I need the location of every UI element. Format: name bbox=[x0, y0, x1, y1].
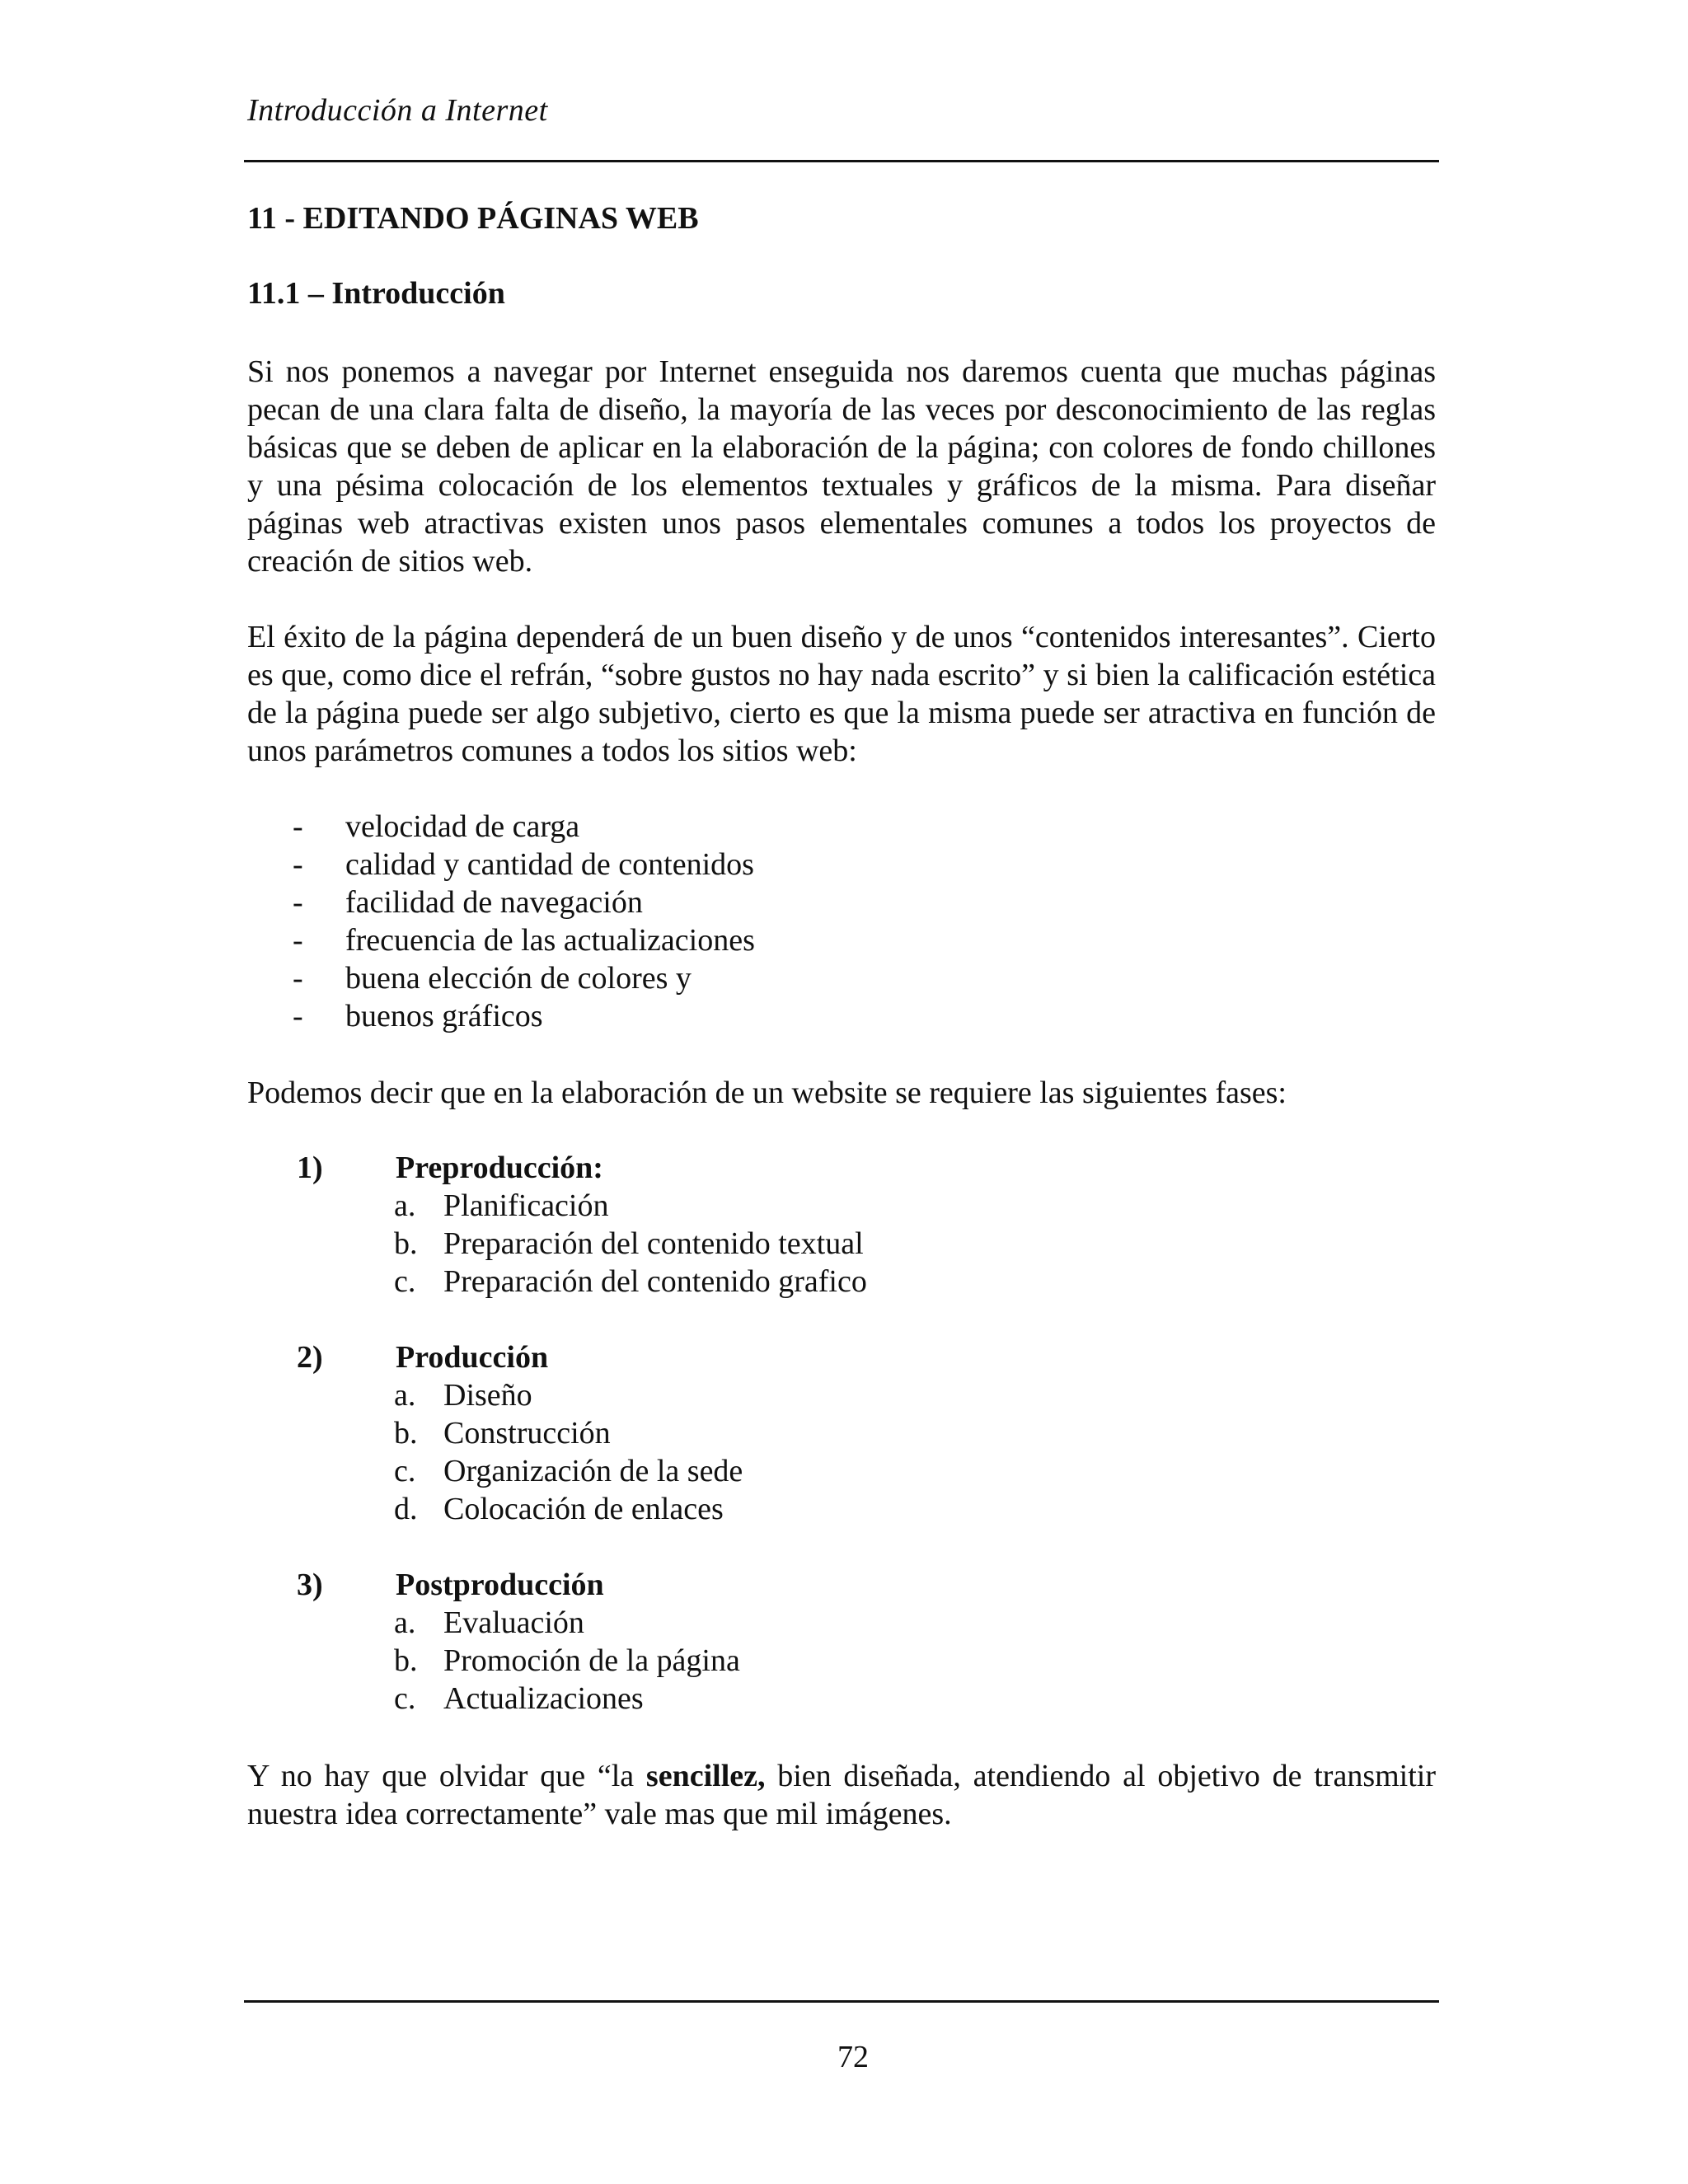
list-item bbox=[394, 1490, 743, 1528]
page-number: 72 bbox=[837, 2040, 869, 2074]
paragraph-conclusion bbox=[247, 1757, 1436, 1833]
step-letter: a. bbox=[394, 1378, 416, 1413]
paragraph-phases-intro: Podemos decir que en la elaboración de un website se requiere las siguientes fases: bbox=[247, 1076, 1287, 1110]
list-item bbox=[394, 1225, 867, 1263]
emphasis-simplicity: sencillez, bbox=[645, 1759, 766, 1793]
step-text: Preparación del contenido grafico bbox=[443, 1264, 867, 1299]
phase-steps bbox=[394, 1604, 740, 1718]
list-item bbox=[394, 1263, 867, 1301]
list-item bbox=[394, 1452, 743, 1490]
step-letter: c. bbox=[394, 1454, 416, 1488]
list-item bbox=[394, 1604, 740, 1642]
section-title: 11.1 – Introducción bbox=[247, 276, 505, 311]
dash-marker: - bbox=[293, 847, 303, 882]
list-item-text: frecuencia de las actualizaciones bbox=[345, 923, 755, 958]
list-item-text: facilidad de navegación bbox=[345, 885, 643, 920]
paragraph-success: El éxito de la página dependerá de un buen diseño y de unos “contenidos interesantes”. Cierto es que, como dice el refrán, “sobre gustos no hay nada escrito” y si bien la calificación estética de la página puede ser algo subjetivo, cierto es que la misma puede ser atractiva en función de unos parámetros comunes a todos los sitios web: bbox=[247, 620, 1436, 768]
step-text: Preparación del contenido textual bbox=[443, 1226, 864, 1261]
footer-rule bbox=[244, 2000, 1439, 2003]
phase-name: Producción bbox=[396, 1340, 549, 1375]
dash-marker: - bbox=[293, 809, 303, 844]
step-text: Colocación de enlaces bbox=[443, 1492, 724, 1526]
conclusion-text-start: Y no hay que olvidar que “la bbox=[247, 1759, 646, 1793]
step-letter: b. bbox=[394, 1643, 418, 1678]
dash-marker: - bbox=[293, 923, 303, 958]
step-letter: b. bbox=[394, 1226, 418, 1261]
step-text: Evaluación bbox=[443, 1605, 584, 1640]
list-item bbox=[293, 997, 755, 1035]
phase-number: 3) bbox=[297, 1568, 323, 1602]
list-item bbox=[394, 1414, 743, 1452]
list-item bbox=[293, 883, 755, 921]
paragraph-intro: Si nos ponemos a navegar por Internet enseguida nos daremos cuenta que muchas páginas pecan de una clara falta de diseño, la mayoría de las veces por desconocimiento de las reglas básicas que se deben de aplicar en la elaboración de la página; con colores de fondo chillones y una pésima colocación de los elementos textuales y gráficos de la misma. Para diseñar páginas web atractivas existen unos pasos elementales comunes a todos los proyectos de creación de sitios web. bbox=[247, 354, 1436, 579]
dash-marker: - bbox=[293, 999, 303, 1033]
step-letter: b. bbox=[394, 1416, 418, 1451]
list-item bbox=[293, 959, 755, 997]
phase-steps bbox=[394, 1376, 743, 1528]
list-item-text: velocidad de carga bbox=[345, 809, 580, 844]
step-letter: c. bbox=[394, 1681, 416, 1716]
list-item bbox=[394, 1187, 867, 1225]
parameter-list bbox=[293, 808, 755, 1035]
list-item bbox=[394, 1680, 740, 1718]
step-text: Actualizaciones bbox=[443, 1681, 644, 1716]
step-text: Planificación bbox=[443, 1188, 609, 1223]
step-text: Organización de la sede bbox=[443, 1454, 743, 1488]
list-item bbox=[394, 1376, 743, 1414]
phase-name: Postproducción bbox=[396, 1568, 604, 1602]
step-letter: a. bbox=[394, 1188, 416, 1223]
step-letter: c. bbox=[394, 1264, 416, 1299]
list-item-text: buenos gráficos bbox=[345, 999, 543, 1033]
phase-name: Preproducción: bbox=[396, 1151, 603, 1185]
step-text: Construcción bbox=[443, 1416, 611, 1451]
list-item bbox=[293, 846, 755, 883]
step-letter: a. bbox=[394, 1605, 416, 1640]
phase-number: 2) bbox=[297, 1340, 323, 1375]
dash-marker: - bbox=[293, 885, 303, 920]
list-item bbox=[293, 808, 755, 846]
header-rule bbox=[244, 160, 1439, 162]
step-text: Diseño bbox=[443, 1378, 532, 1413]
step-letter: d. bbox=[394, 1492, 418, 1526]
running-header: Introducción a Internet bbox=[247, 93, 548, 128]
conclusion-text-end: bien diseñada, atendiendo al objetivo de transmitir nuestra idea correctamente” vale mas que mil imágenes. bbox=[247, 1759, 1436, 1831]
list-item bbox=[293, 921, 755, 959]
phase-number: 1) bbox=[297, 1151, 323, 1185]
list-item bbox=[394, 1642, 740, 1680]
phase-steps bbox=[394, 1187, 867, 1301]
dash-marker: - bbox=[293, 961, 303, 996]
list-item-text: buena elección de colores y bbox=[345, 961, 692, 996]
chapter-title: 11 - EDITANDO PÁGINAS WEB bbox=[247, 201, 699, 236]
step-text: Promoción de la página bbox=[443, 1643, 740, 1678]
list-item-text: calidad y cantidad de contenidos bbox=[345, 847, 754, 882]
